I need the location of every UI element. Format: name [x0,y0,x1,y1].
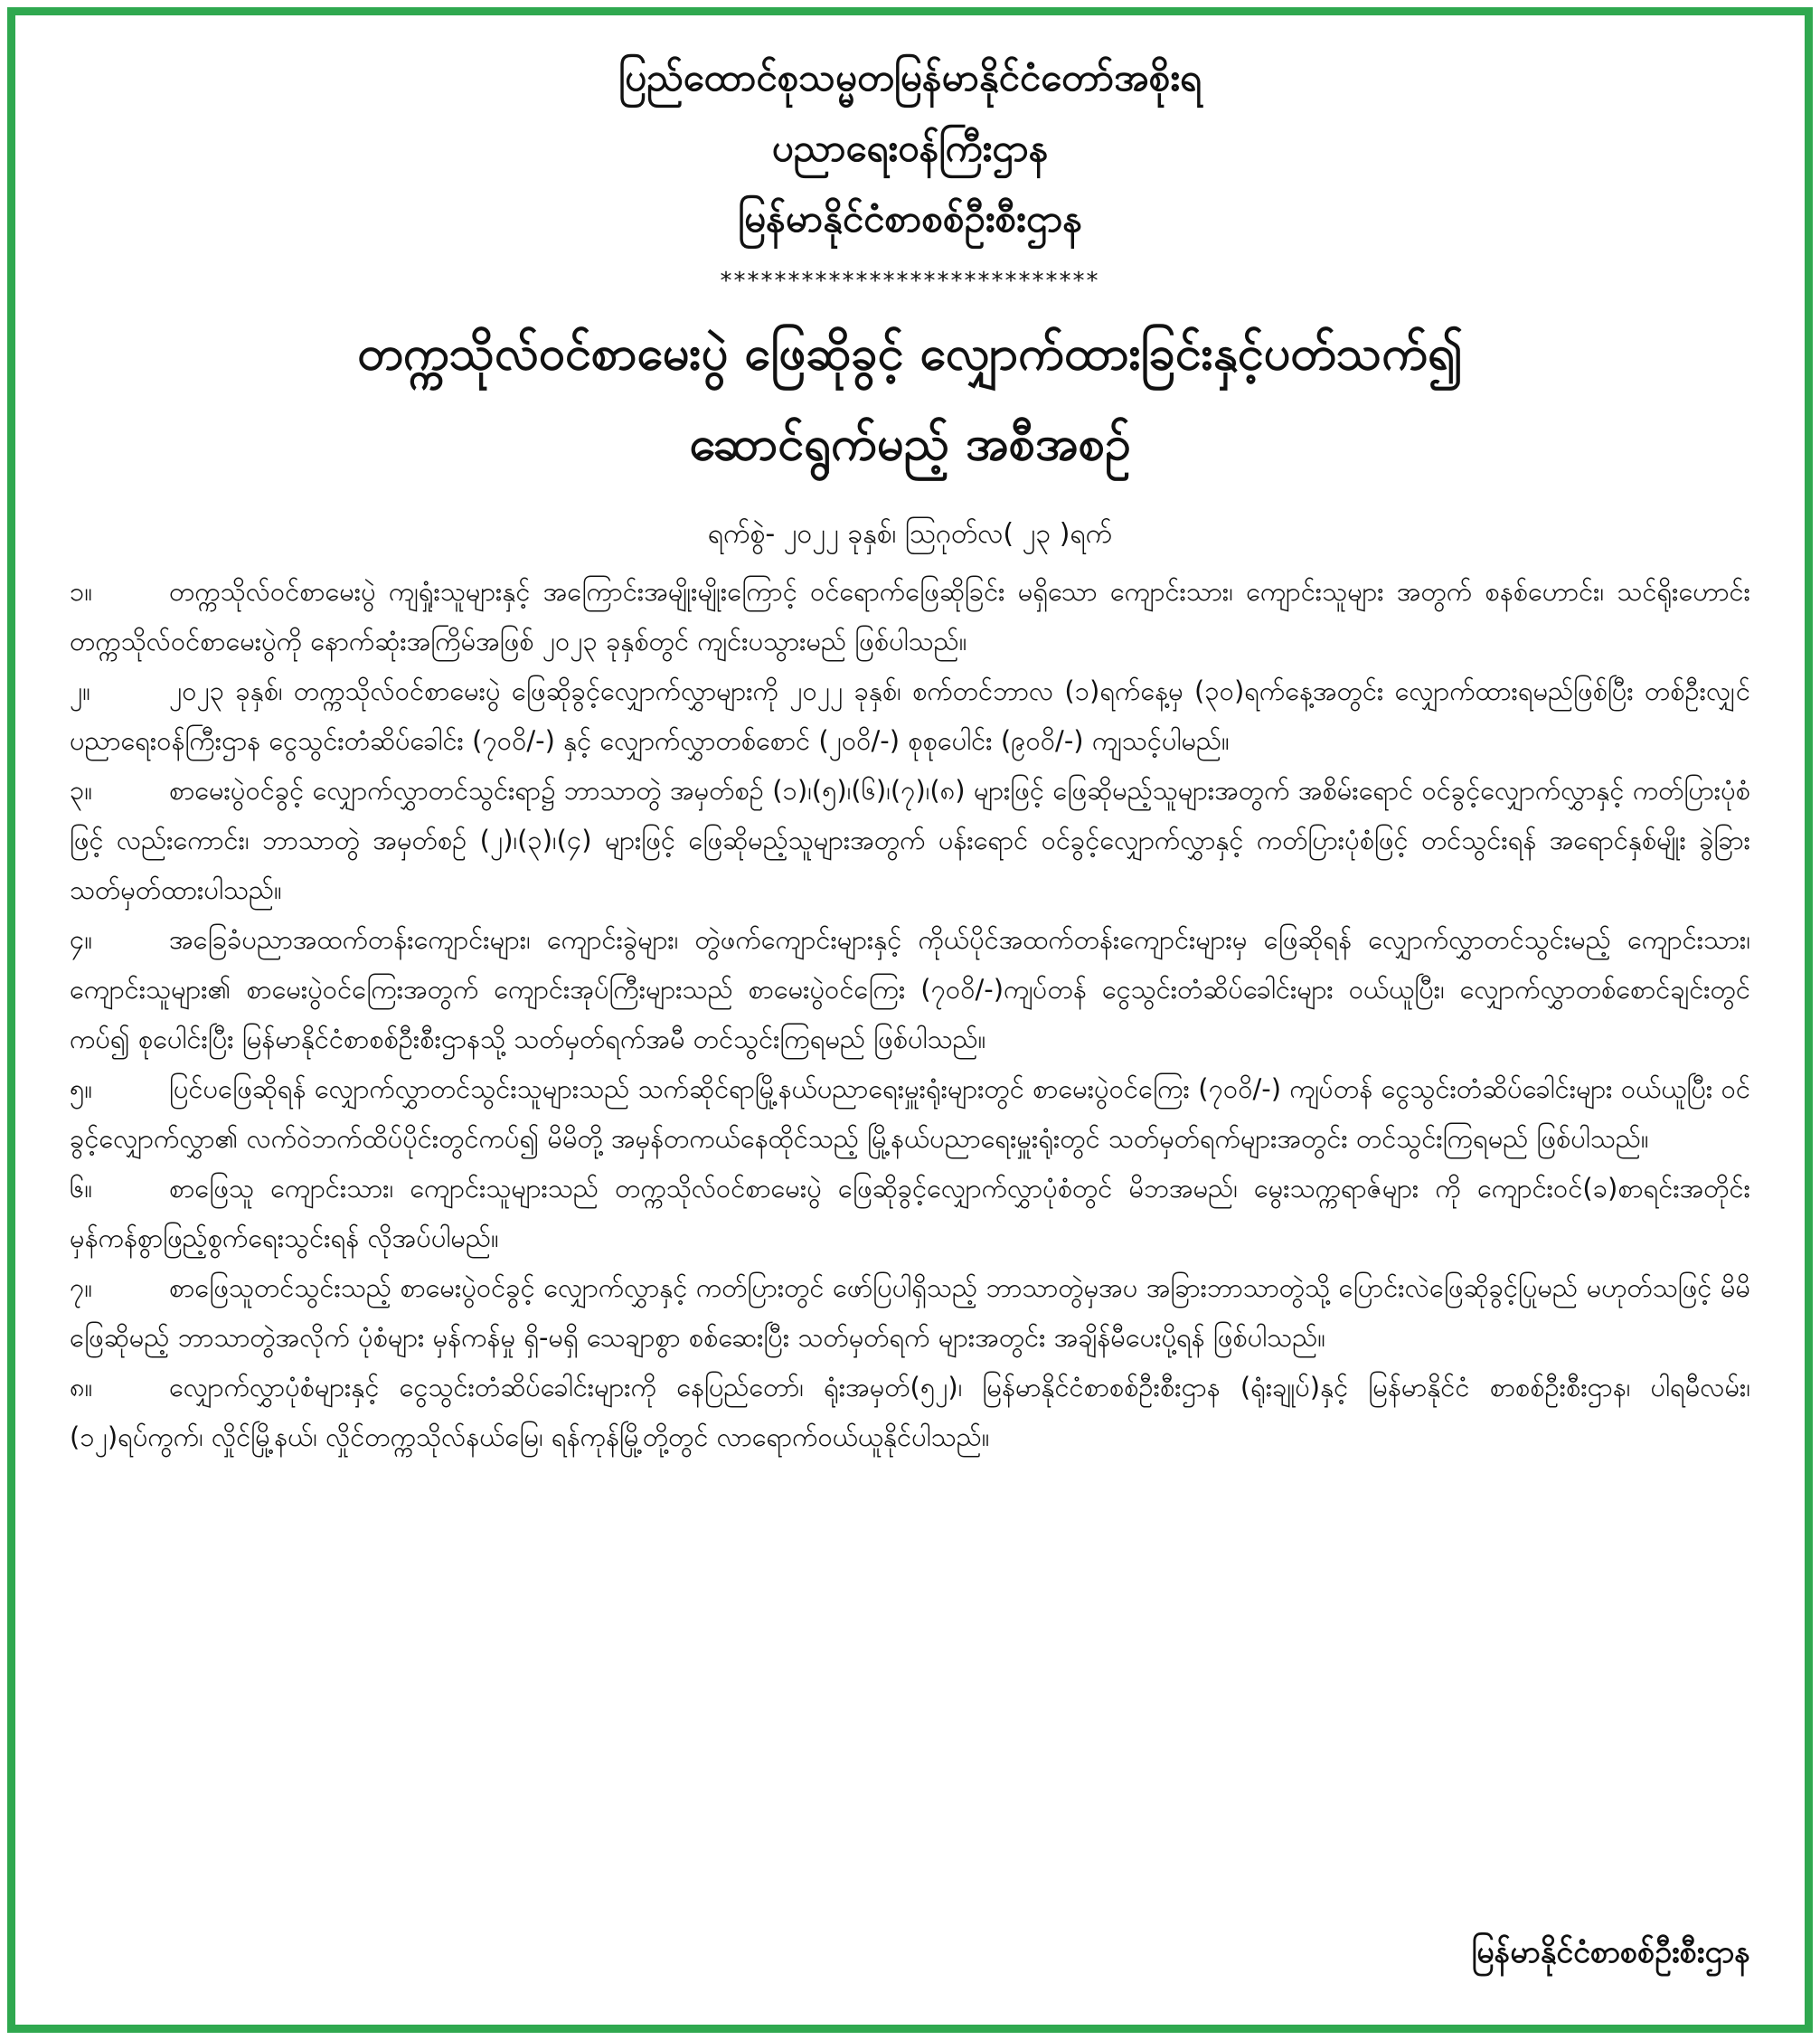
paragraph-number: ၄။ [70,924,93,955]
header-separator: **************************** [720,268,1100,295]
paragraph-text: တက္ကသိုလ်ဝင်စာမေးပွဲ ကျရှုံးသူများနှင့် အကြောင်းအမျိုးမျိုးကြောင့် ဝင်ရောက်ဖြေဆိုခြင်း မရှိသော ကျောင်းသား၊ ကျောင်းသူများ အတွက် စနစ်ဟောင်း၊ သင်ရိုးဟောင်း တက္ကသိုလ်ဝင်စာမေးပွဲကို နောက်ဆုံးအကြိမ်အဖြစ် ၂၀၂၃ ခုနှစ်တွင် ကျင်းပသွားမည် ဖြစ်ပါသည်။ [70,576,1750,656]
paragraph-2 [70,666,1750,766]
paragraph-text: စာမေးပွဲဝင်ခွင့် လျှောက်လွှာတင်သွင်းရာ၌ ဘာသာတွဲ အမှတ်စဉ် (၁)၊(၅)၊(၆)၊(၇)၊(၈) များဖြင့် ဖြေဆိုမည့်သူများအတွက် အစိမ်းရောင် ဝင်ခွင့်လျှောက်လွှာနှင့် ကတ်ပြားပုံစံဖြင့် လည်းကောင်း၊ ဘာသာတွဲ အမှတ်စဉ် (၂)၊(၃)၊(၄) များဖြင့် ဖြေဆိုမည့်သူများအတွက် ပန်းရောင် ဝင်ခွင့်လျှောက်လွှာနှင့် ကတ်ပြားပုံစံဖြင့် တင်သွင်းရန် အရောင်နှစ်မျိုး ခွဲခြားသတ်မှတ်ထားပါသည်။ [70,775,1750,905]
paragraph-text: စာဖြေသူတင်သွင်းသည့် စာမေးပွဲဝင်ခွင့် လျှောက်လွှာနှင့် ကတ်ပြားတွင် ဖော်ပြပါရှိသည့် ဘာသာတွဲမှအပ အခြားဘာသာတွဲသို့ ပြောင်းလဲဖြေဆိုခွင့်ပြုမည် မဟုတ်သဖြင့် မိမိဖြေဆိုမည့် ဘာသာတွဲအလိုက် ပုံစံများ မှန်ကန်မှု ရှိ-မရှိ သေချာစွာ စစ်ဆေးပြီး သတ်မှတ်ရက် များအတွင်း အချိန်မီပေးပို့ရန် ဖြစ်ပါသည်။ [70,1272,1750,1353]
notice-date: ရက်စွဲ- ၂၀၂၂ ခုနှစ်၊ ဩဂုတ်လ( ၂၃ )ရက် [707,518,1113,550]
paragraph-text: ပြင်ပဖြေဆိုရန် လျှောက်လွှာတင်သွင်းသူများသည် သက်ဆိုင်ရာမြို့နယ်ပညာရေးမှူးရုံးများတွင် စာမေးပွဲဝင်ကြေး (၇၀ဝိ/-) ကျပ်တန် ငွေသွင်းတံဆိပ်ခေါင်းများ ဝယ်ယူပြီး ဝင်ခွင့်လျှောက်လွှာ၏ လက်ဝဲဘက်ထိပ်ပိုင်းတွင်ကပ်၍ မိမိတို့ အမှန်တကယ်နေထိုင်သည့် မြို့နယ်ပညာရေးမှူးရုံးတွင် သတ်မှတ်ရက်များအတွင်း တင်သွင်းကြရမည် ဖြစ်ပါသည်။ [70,1073,1750,1154]
paragraph-number: ၇။ [70,1272,93,1303]
header-block [70,42,1750,299]
notice-border-frame [7,7,1813,2033]
paragraph-5 [70,1064,1750,1164]
paragraph-6 [70,1164,1750,1263]
paragraph-text: အခြေခံပညာအထက်တန်းကျောင်းများ၊ ကျောင်းခွဲများ၊ တွဲဖက်ကျောင်းများနှင့် ကိုယ်ပိုင်အထက်တန်းကျောင်းများမှ ဖြေဆိုရန် လျှောက်လွှာတင်သွင်းမည့် ကျောင်းသား၊ ကျောင်းသူများ၏ စာမေးပွဲဝင်ကြေးအတွက် ကျောင်းအုပ်ကြီးများသည် စာမေးပွဲဝင်ကြေး (၇၀ဝိ/-)ကျပ်တန် ငွေသွင်းတံဆိပ်ခေါင်းများ ဝယ်ယူပြီး၊ လျှောက်လွှာတစ်စောင်ချင်းတွင်ကပ်၍ စုပေါင်းပြီး မြန်မာနိုင်ငံစာစစ်ဦးစီးဌာနသို့ သတ်မှတ်ရက်အမီ တင်သွင်းကြရမည် ဖြစ်ပါသည်။ [70,924,1750,1054]
paragraph-7 [70,1263,1750,1363]
header-department: မြန်မာနိုင်ငံစာစစ်ဦးစီးဌာန [737,196,1083,241]
notice-title-line-2: ဆောင်ရွက်မည့် အစီအစဉ် [689,417,1131,471]
paragraph-list [70,567,1750,1462]
paragraph-text: ၂၀၂၃ ခုနှစ်၊ တက္ကသိုလ်ဝင်စာမေးပွဲ ဖြေဆိုခွင့်လျှောက်လွှာများကို ၂၀၂၂ ခုနှစ်၊ စက်တင်ဘာလ (၁)ရက်နေ့မှ (၃၀)ရက်နေ့အတွင်း လျှောက်ထားရမည်ဖြစ်ပြီး တစ်ဦးလျှင် ပညာရေးဝန်ကြီးဌာန ငွေသွင်းတံဆိပ်ခေါင်း (၇၀ဝိ/-) နှင့် လျှောက်လွှာတစ်စောင် (၂၀ဝိ/-) စုစုပေါင်း (၉၀ဝိ/-) ကျသင့်ပါမည်။ [70,675,1750,756]
paragraph-number: ၅။ [70,1073,93,1104]
header-government: ပြည်ထောင်စုသမ္မတမြန်မာနိုင်ငံတော်အစိုးရ [618,55,1202,99]
issuer-signature: မြန်မာနိုင်ငံစာစစ်ဦးစီးဌာန [1471,1934,1750,1970]
paragraph-4 [70,915,1750,1064]
notice-content [70,42,1750,1998]
paragraph-3 [70,766,1750,915]
paragraph-number: ၈။ [70,1372,93,1402]
paragraph-text: လျှောက်လွှာပုံစံများနှင့် ငွေသွင်းတံဆိပ်ခေါင်းများကို နေပြည်တော်၊ ရုံးအမှတ်(၅၂)၊ မြန်မာနိုင်ငံစာစစ်ဦးစီးဌာန (ရုံးချုပ်)နှင့် မြန်မာနိုင်ငံ စာစစ်ဦးစီးဌာန၊ ပါရမီလမ်း၊ (၁၂)ရပ်ကွက်၊ လှိုင်မြို့နယ်၊ လှိုင်တက္ကသိုလ်နယ်မြေ၊ ရန်ကုန်မြို့တို့တွင် လာရောက်ဝယ်ယူနိုင်ပါသည်။ [70,1372,1750,1452]
paragraph-number: ၂။ [70,675,91,706]
paragraph-1 [70,567,1750,666]
notice-title-line-1: တက္ကသိုလ်ဝင်စာမေးပွဲ ဖြေဆိုခွင့် လျှောက်ထားခြင်းနှင့်ပတ်သက်၍ [357,326,1463,381]
title-block [70,308,1750,489]
paragraph-number: ၃။ [70,775,93,806]
header-ministry: ပညာရေးဝန်ကြီးဌာန [771,126,1049,170]
paragraph-number: ၆။ [70,1173,93,1204]
paragraph-text: စာဖြေသူ ကျောင်းသား၊ ကျောင်းသူများသည် တက္ကသိုလ်ဝင်စာမေးပွဲ ဖြေဆိုခွင့်လျှောက်လွှာပုံစံတွင် မိဘအမည်၊ မွေးသက္ကရာဇ်များ ကို ကျောင်းဝင်(ခ)စာရင်းအတိုင်း မှန်ကန်စွာဖြည့်စွက်ရေးသွင်းရန် လိုအပ်ပါမည်။ [70,1173,1750,1253]
paragraph-8 [70,1363,1750,1462]
paragraph-number: ၁။ [70,576,93,607]
